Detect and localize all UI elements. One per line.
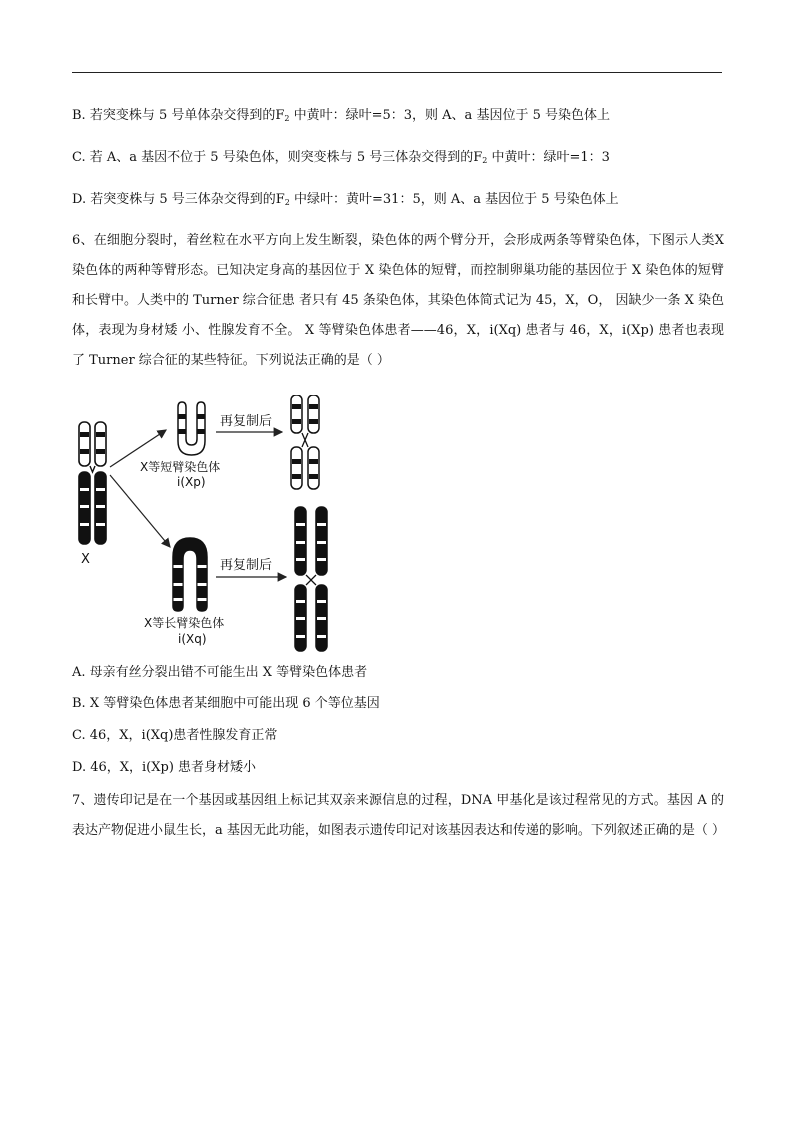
short-arm-name: X等短臂染色体 bbox=[140, 460, 221, 474]
long-arm-name: X等长臂染色体 bbox=[144, 616, 225, 630]
x-chromosome bbox=[79, 422, 106, 544]
short-arm-isochromosome bbox=[178, 402, 205, 455]
replication-label-top: 再复制后 bbox=[220, 414, 273, 429]
arrow-to-long-arm bbox=[110, 475, 170, 547]
option-q6-c: C. 46，X，i(Xq)患者性腺发育正常 bbox=[72, 728, 278, 743]
option-q5-d: D. 若突变株与 5 号三体杂交得到的$F_2$ 中绿叶：黄叶=31：5，则 A、a 基因位于 5 号染色体上 bbox=[72, 192, 619, 207]
isochromosome-figure bbox=[70, 395, 360, 655]
long-arm-code: i(Xq) bbox=[178, 632, 207, 646]
long-arm-isochromosome bbox=[173, 538, 207, 611]
option-q6-a: A. 母亲有丝分裂出错不可能生出 X 等臂染色体患者 bbox=[72, 665, 368, 680]
option-q6-d: D. 46，X，i(Xp) 患者身材矮小 bbox=[72, 760, 257, 775]
question-6-stem: 6、在细胞分裂时，着丝粒在水平方向上发生断裂，染色体的两个臂分开，会形成两条等臂染色体，下图示人类X 染色体的两种等臂形态。已知决定身高的基因位于 X 染色体的短臂，而控制卵巢功能的基因位于 X 染色体的短臂和长臂中。人类中的 Turner 综合征患 者只有 45 条染色体，其染色体简式记为 45，X，O， 因缺少一条 X 染色体，表现为身材矮 小、性腺发育不全。 X 等臂染色体患者——46，X，i(Xq) 患者与 46，X，i(Xp) 患者也表现了 Turner 综合征的某些特征。下列说法正确的是（ ） bbox=[72, 233, 724, 368]
question-7-stem: 7、遗传印记是在一个基因或基因组上标记其双亲来源信息的过程，DNA 甲基化是该过程常见的方式。基因 A 的表达产物促进小鼠生长，a 基因无此功能，如图表示遗传印记对该基因表达和传递的影响。下列叙述正确的是（ ） bbox=[72, 793, 726, 838]
short-arm-code: i(Xp) bbox=[177, 475, 206, 489]
replicated-short-arm bbox=[291, 395, 319, 489]
label-x: X bbox=[81, 552, 90, 567]
option-q6-b: B. X 等臂染色体患者某细胞中可能出现 6 个等位基因 bbox=[72, 696, 380, 711]
option-q5-b: B. 若突变株与 5 号单体杂交得到的$F_2$ 中黄叶：绿叶=5：3，则 A、a 基因位于 5 号染色体上 bbox=[72, 108, 610, 123]
replication-label-bottom: 再复制后 bbox=[220, 558, 273, 573]
option-q5-c: C. 若 A、a 基因不位于 5 号染色体，则突变株与 5 号三体杂交得到的$F_2$ 中黄叶：绿叶=1：3 bbox=[72, 150, 610, 165]
replicated-long-arm bbox=[295, 507, 327, 651]
header-rule bbox=[72, 72, 722, 73]
